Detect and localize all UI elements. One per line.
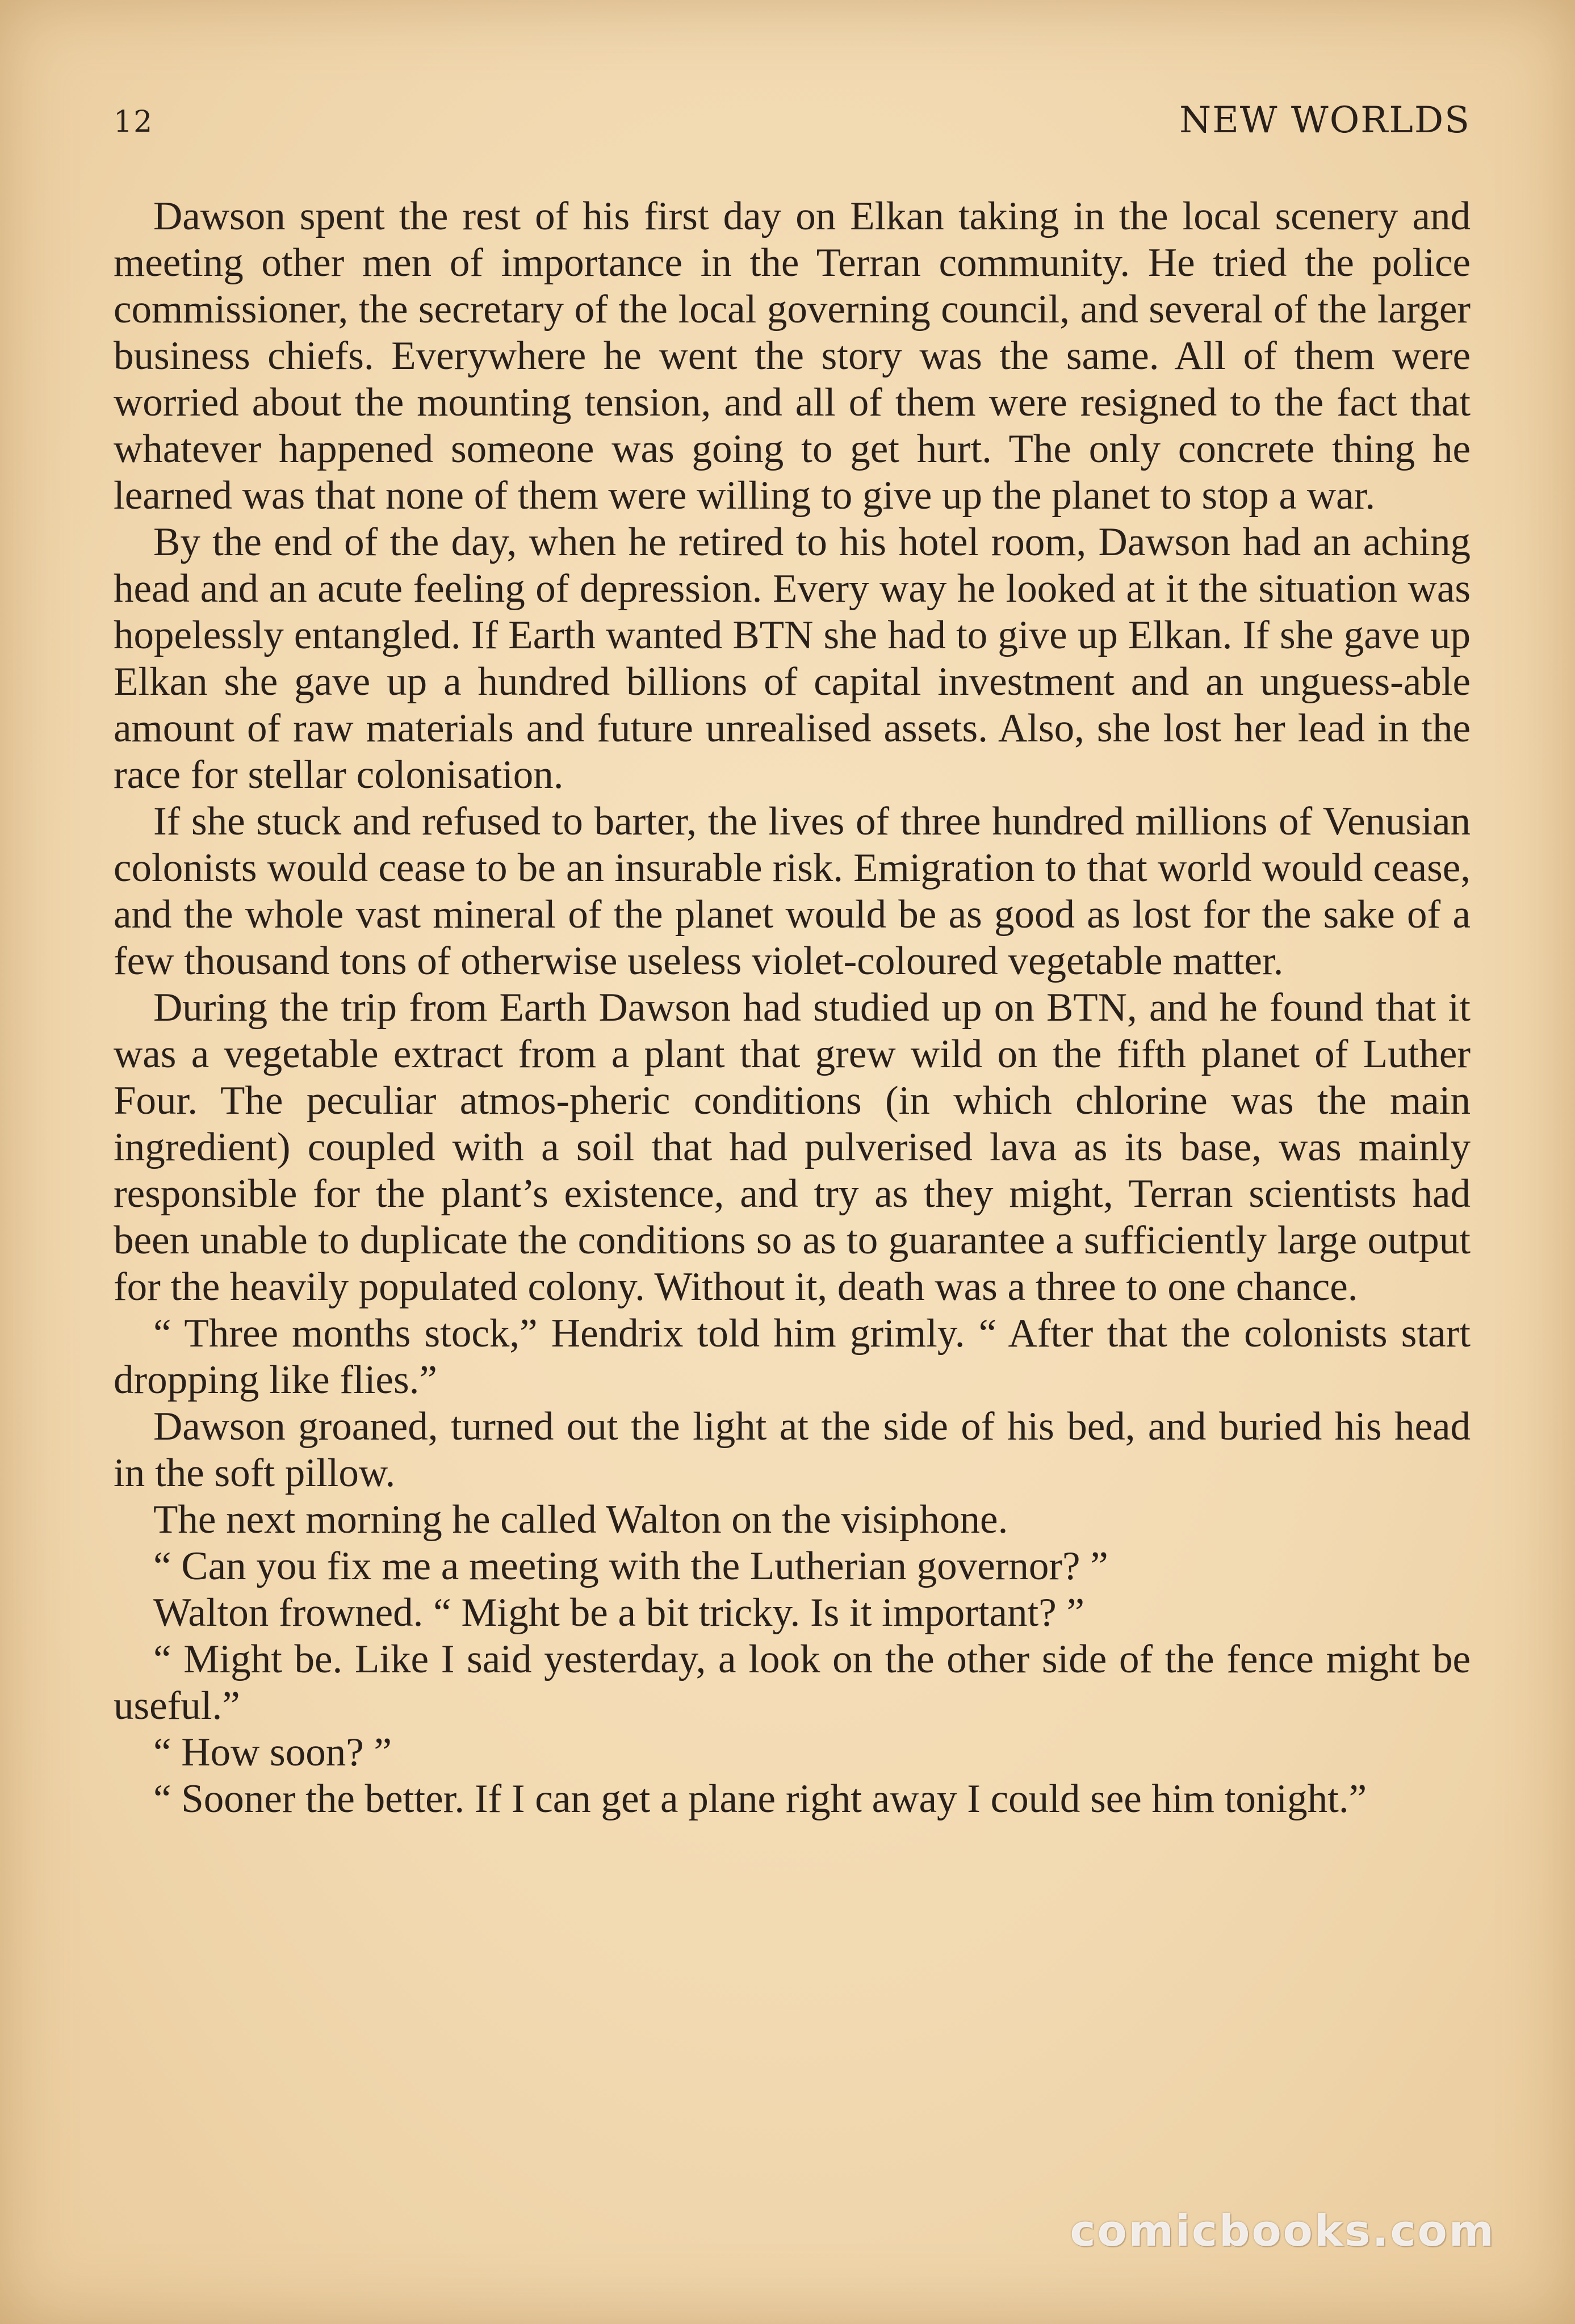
paragraph: Dawson groaned, turned out the light at the side of his bed, and buried his head in the soft pillow. <box>114 1404 1471 1495</box>
paragraph: Dawson spent the rest of his first day on Elkan taking in the local scenery and meeting other men of importance in the Terran community. He tried the police commissioner, the secretary of the local governing council, and several of the larger business chiefs. Everywhere he went the story was the same. All of them were worried about the mounting tension, and all of them were resigned to the fact that whatever happened someone was going to get hurt. The only concrete thing he learned was that none of them were willing to give up the planet to stop a war. <box>114 194 1471 518</box>
body-text <box>114 193 1471 1822</box>
paragraph: “ Can you fix me a meeting with the Lutherian governor? ” <box>153 1544 1108 1588</box>
paragraph: “ How soon? ” <box>153 1730 392 1775</box>
watermark: comicbooks.com <box>1070 2205 1496 2256</box>
paragraph: During the trip from Earth Dawson had studied up on BTN, and he found that it was a vegetable extract from a plant that grew wild on the fifth planet of Luther Four. The peculiar atmos-pheric conditions (in which chlorine was the main ingredient) coupled with a soil that had pulverised lava as its base, was mainly responsible for the plant’s existence, and try as they might, Terran scientists had been unable to duplicate the conditions so as to guarantee a sufficiently large output for the heavily populated colony. Without it, death was a three to one chance. <box>114 985 1471 1309</box>
paragraph: The next morning he called Walton on the visiphone. <box>153 1497 1008 1542</box>
running-head <box>114 99 1471 150</box>
page-number: 12 <box>114 105 154 139</box>
paragraph: If she stuck and refused to barter, the lives of three hundred millions of Venusian colonists would cease to be an insurable risk. Emigration to that world would cease, and the whole vast mineral of the planet would be as good as lost for the sake of a few thousand tons of otherwise useless violet-coloured vegetable matter. <box>114 799 1471 983</box>
paragraph: “ Sooner the better. If I can get a plane right away I could see him tonight.” <box>153 1777 1367 1821</box>
book-title: NEW WORLDS <box>1179 99 1471 141</box>
paragraph: By the end of the day, when he retired to his hotel room, Dawson had an aching head and an acute feeling of depression. Every way he looked at it the situation was hopelessly entangled. If Earth wanted BTN she had to give up Elkan. If she gave up Elkan she gave up a hundred billions of capital investment and an unguess-able amount of raw materials and future unrealised assets. Also, she lost her lead in the race for stellar colonisation. <box>114 520 1471 797</box>
paragraph: Walton frowned. “ Might be a bit tricky. Is it important? ” <box>153 1591 1085 1635</box>
paragraph: “ Three months stock,” Hendrix told him grimly. “ After that the colonists start dropping like flies.” <box>114 1311 1471 1402</box>
paragraph: “ Might be. Like I said yesterday, a look on the other side of the fence might be useful.” <box>114 1637 1471 1728</box>
